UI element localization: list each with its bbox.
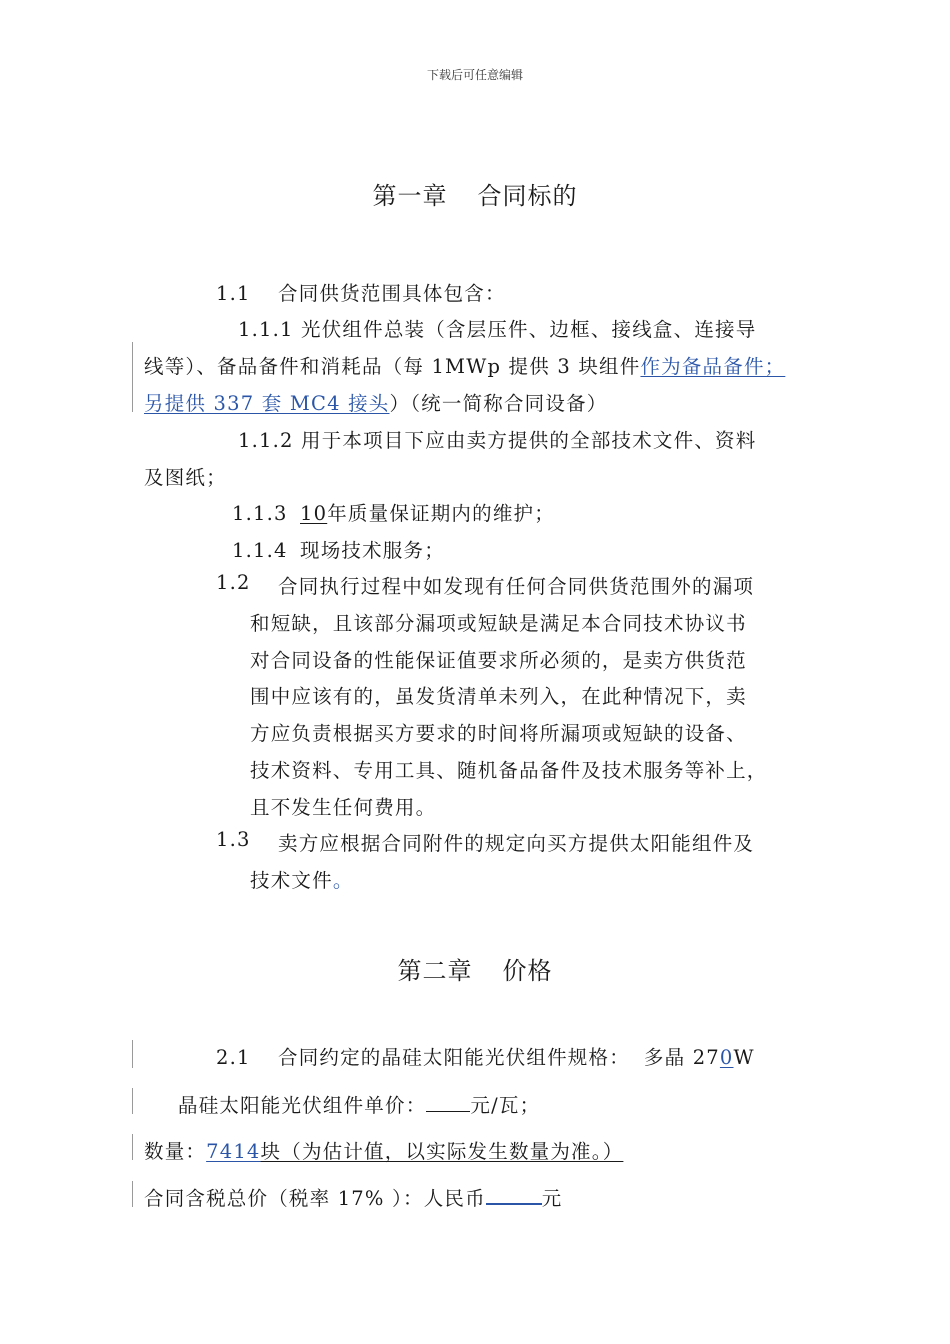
section-number: 1.1 <box>216 282 251 305</box>
section-1-1-1-line1: 1.1.1 光伏组件总装（含层压件、边框、接线盒、连接导 <box>238 318 757 341</box>
unit-price-blank <box>426 1093 470 1112</box>
chapter-2-name: 价格 <box>502 957 553 985</box>
section-number: 1.1.3 <box>232 502 288 525</box>
revision-bar <box>132 1134 133 1160</box>
section-1-2-line: 对合同设备的性能保证值要求所必须的，是卖方供货范 <box>250 649 747 672</box>
section-1-1-2-line1: 1.1.2 用于本项目下应由卖方提供的全部技术文件、资料 <box>238 429 757 452</box>
revision-bar <box>132 1181 133 1207</box>
quantity-text: 块（为估计值，以实际发生数量为准。） <box>260 1140 624 1163</box>
unit-price-line <box>178 1090 540 1118</box>
section-1-1-3 <box>232 498 555 526</box>
section-text: 现场技术服务； <box>300 539 445 562</box>
total-price-unit: 元 <box>541 1187 563 1210</box>
section-1-2-line: 技术资料、专用工具、随机备品备件及技术服务等补上， <box>250 759 768 782</box>
section-1-1-4 <box>232 535 445 563</box>
total-price-label: 合同含税总价（税率 17% ）：人民币 <box>144 1187 486 1210</box>
section-1-2-number: 1.2 <box>216 571 251 594</box>
section-1-3-number: 1.3 <box>216 828 251 851</box>
text-run: 技术文件 <box>250 869 333 892</box>
chapter-1-title <box>0 176 950 211</box>
text-run: 线等）、备品备件和消耗品（每 1MWp 提供 3 块组件 <box>144 355 641 378</box>
section-1-2-line: 合同执行过程中如发现有任何合同供货范围外的漏项 <box>278 575 755 598</box>
unit-price-unit: 元/瓦； <box>470 1094 541 1117</box>
quantity-label: 数量： <box>144 1140 207 1163</box>
section-1-1-1-line3 <box>144 388 607 416</box>
section-text: 年质量保证期内的维护； <box>327 502 555 525</box>
quantity-line <box>144 1136 623 1164</box>
section-text: 合同供货范围具体包含： <box>278 282 506 305</box>
chapter-2-number: 第二章 <box>397 957 473 985</box>
page-header: 下载后可任意编辑 <box>426 68 523 82</box>
revised-text-run: 作为备品备件； <box>640 355 786 378</box>
section-1-3-line2 <box>250 865 354 893</box>
module-spec: 多晶 27 <box>643 1046 720 1069</box>
module-spec-revised: 0 <box>719 1046 734 1069</box>
chapter-1-name: 合同标的 <box>477 182 578 210</box>
chapter-1-number: 第一章 <box>372 182 448 210</box>
section-1-1-1-line2 <box>144 351 785 379</box>
module-spec-unit: W <box>733 1046 755 1069</box>
section-text: 合同约定的晶硅太阳能光伏组件规格： <box>278 1046 630 1069</box>
revision-bar <box>132 1088 133 1114</box>
revision-bar <box>132 342 133 412</box>
unit-price-label: 晶硅太阳能光伏组件单价： <box>178 1094 427 1117</box>
section-1-1 <box>216 278 506 306</box>
warranty-years: 10 <box>300 502 328 525</box>
quantity-value: 7414 <box>206 1140 261 1163</box>
total-price-line <box>144 1183 563 1211</box>
section-1-1-2-line2: 及图纸； <box>144 466 227 489</box>
total-price-blank <box>486 1185 542 1205</box>
section-1-2-line: 方应负责根据买方要求的时间将所漏项或短缺的设备、 <box>250 722 747 745</box>
chapter-2-title <box>0 951 950 986</box>
text-run: ）（统一简称合同设备） <box>389 392 608 415</box>
section-number: 2.1 <box>216 1046 251 1069</box>
revised-text-run: 。 <box>332 869 354 892</box>
section-1-2-line: 且不发生任何费用。 <box>250 796 437 819</box>
section-2-1 <box>216 1042 755 1070</box>
revised-text-run: 另提供 337 套 MC4 接头 <box>144 392 390 415</box>
revision-bar <box>132 1040 133 1068</box>
section-1-2-line: 和短缺，且该部分漏项或短缺是满足本合同技术协议书 <box>250 612 747 635</box>
section-number: 1.1.4 <box>232 539 288 562</box>
section-1-3-line1: 卖方应根据合同附件的规定向买方提供太阳能组件及 <box>278 832 755 855</box>
section-1-2-line: 围中应该有的，虽发货清单未列入，在此种情况下，卖 <box>250 685 747 708</box>
